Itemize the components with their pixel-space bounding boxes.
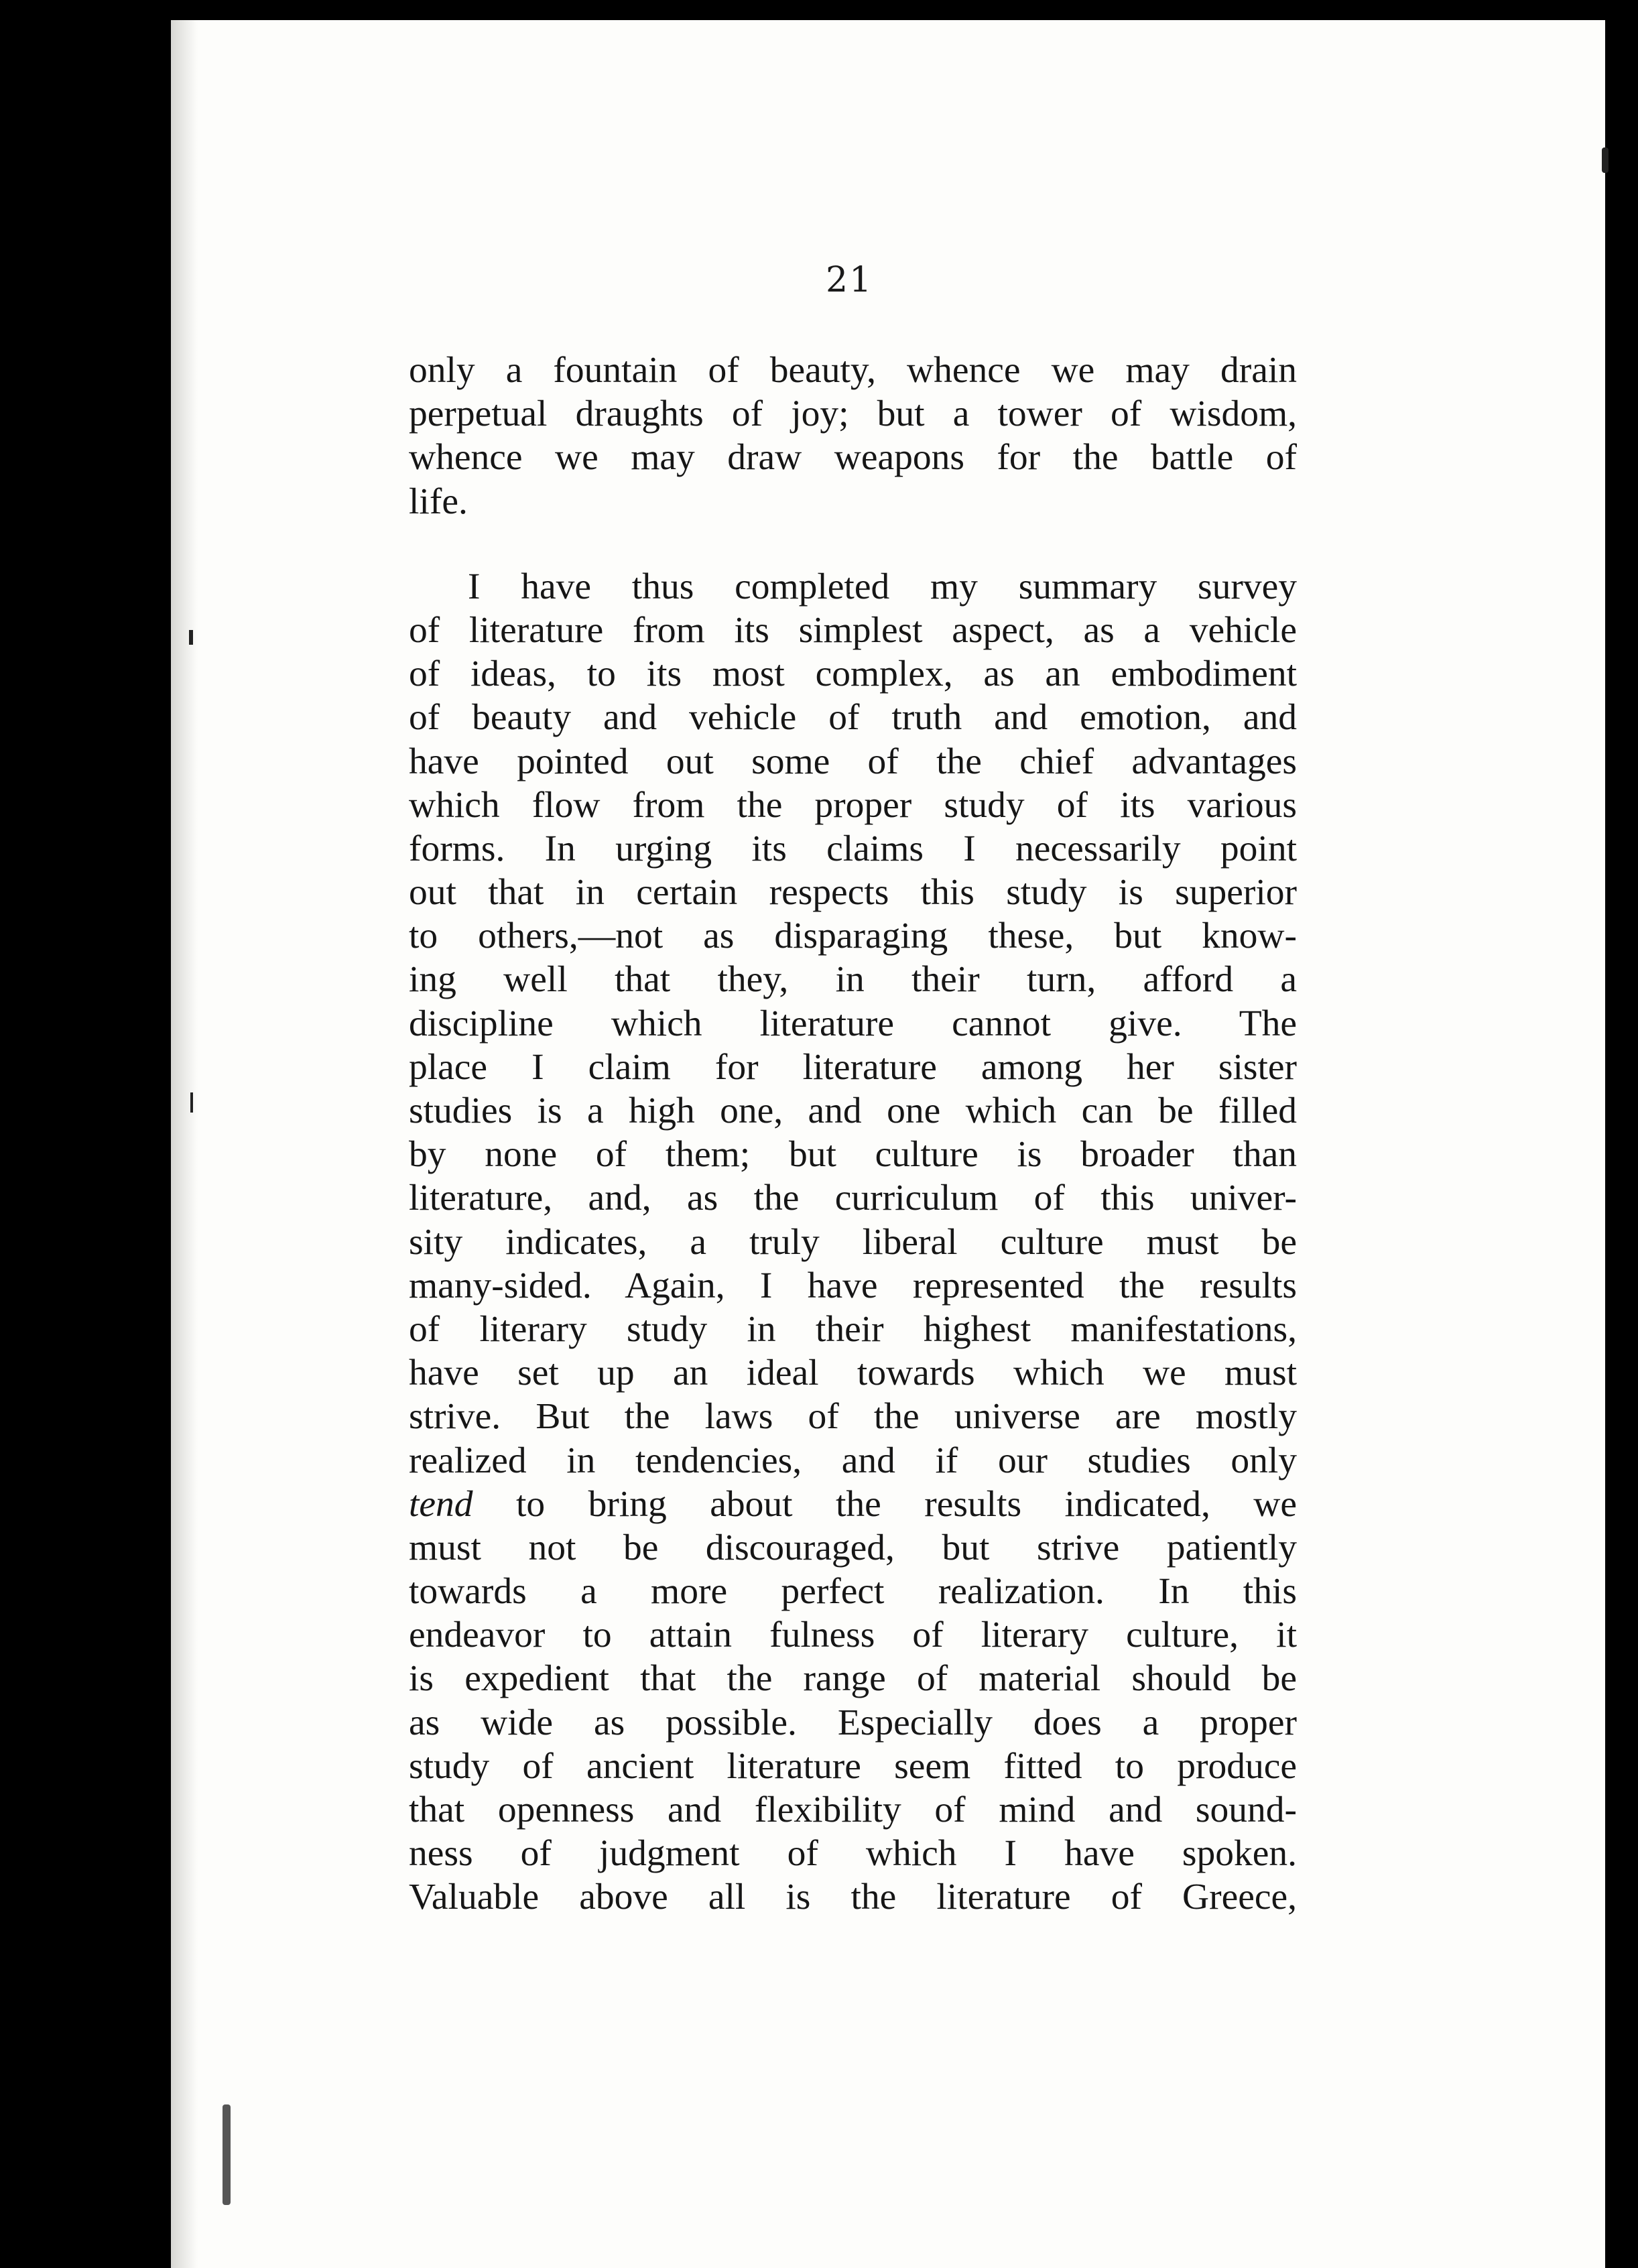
text-line: have pointed out some of the chief advantages xyxy=(409,741,1297,782)
page-gutter-shadow xyxy=(171,20,198,2268)
text-line: literature, and, as the curriculum of this univer- xyxy=(409,1178,1297,1219)
text-line: study of ancient literature seem fitted to produce xyxy=(409,1745,1297,1787)
text-line: perpetual draughts of joy; but a tower of wisdom, xyxy=(409,393,1297,435)
text-line: of beauty and vehicle of truth and emotion, and xyxy=(409,697,1297,739)
text-line: studies is a high one, and one which can be filled xyxy=(409,1090,1297,1131)
italic-word: tend xyxy=(409,1483,473,1525)
text-line: have set up an ideal towards which we must xyxy=(409,1352,1297,1394)
text-line: Valuable above all is the literature of Greece, xyxy=(409,1877,1297,1918)
text-line: as wide as possible. Especially does a proper xyxy=(409,1702,1297,1743)
margin-mark xyxy=(190,1092,193,1113)
text-line: I have thus completed my summary survey xyxy=(468,566,1297,607)
paragraph-gap xyxy=(409,523,1297,565)
text-line: endeavor to attain fulness of literary culture, it xyxy=(409,1615,1297,1656)
text-line: of literature from its simplest aspect, as a vehicle xyxy=(409,609,1297,651)
text-line: sity indicates, a truly liberal culture must be xyxy=(409,1221,1297,1263)
text-line: must not be discouraged, but strive patiently xyxy=(409,1527,1297,1568)
text-line: discipline which literature cannot give. The xyxy=(409,1003,1297,1044)
text-line: life. xyxy=(409,481,468,522)
text-line: towards a more perfect realization. In this xyxy=(409,1571,1297,1613)
text-line-rest: to bring about the results indicated, we xyxy=(472,1483,1297,1525)
text-line: strive. But the laws of the universe are mostly xyxy=(409,1396,1297,1438)
text-line: which flow from the proper study of its various xyxy=(409,784,1297,826)
text-line: that openness and flexibility of mind and sound- xyxy=(409,1789,1297,1830)
body-text xyxy=(409,349,1297,1919)
text-line: is expedient that the range of material should be xyxy=(409,1658,1297,1700)
text-line: by none of them; but culture is broader than xyxy=(409,1134,1297,1176)
text-line: forms. In urging its claims I necessarily point xyxy=(409,828,1297,869)
text-line: ness of judgment of which I have spoken. xyxy=(409,1833,1297,1875)
margin-mark xyxy=(223,2104,231,2205)
text-line: only a fountain of beauty, whence we may drain xyxy=(409,350,1297,391)
text-line: out that in certain respects this study is superior xyxy=(409,872,1297,914)
text-line: realized in tendencies, and if our studies only xyxy=(409,1440,1297,1481)
margin-mark xyxy=(189,630,193,645)
text-line: place I claim for literature among her sister xyxy=(409,1046,1297,1088)
page-number: 21 xyxy=(826,260,873,300)
text-line-with-italic xyxy=(409,1483,1297,1526)
margin-mark xyxy=(1602,147,1609,173)
text-line: of literary study in their highest manifestations, xyxy=(409,1308,1297,1350)
text-line: of ideas, to its most complex, as an embodiment xyxy=(409,653,1297,695)
text-line: ing well that they, in their turn, afford a xyxy=(409,959,1297,1001)
text-line: many-sided. Again, I have represented the results xyxy=(409,1265,1297,1306)
text-line: whence we may draw weapons for the battle of xyxy=(409,437,1297,479)
text-line: to others,—not as disparaging these, but know- xyxy=(409,916,1297,957)
